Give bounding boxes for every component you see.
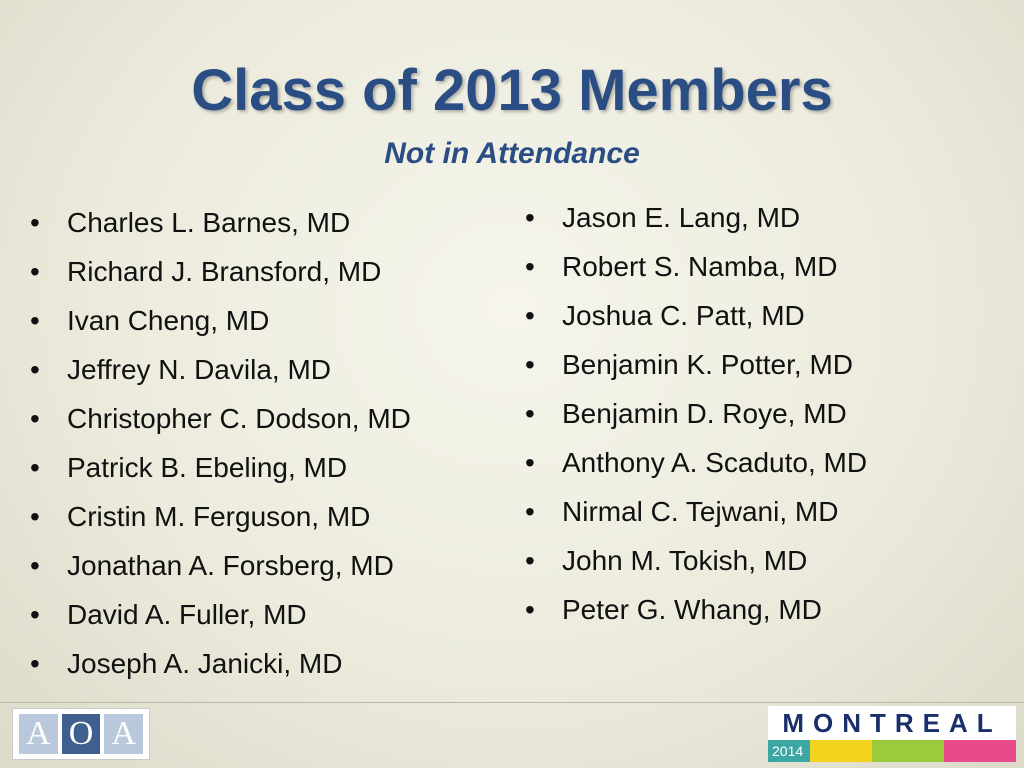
bullet-icon: •: [30, 648, 40, 679]
member-name: Cristin M. Ferguson, MD: [67, 501, 371, 532]
aoa-logo-letter: A: [19, 714, 58, 754]
bullet-icon: •: [30, 501, 40, 532]
member-list-item: [525, 487, 867, 536]
member-list-item: [30, 492, 411, 541]
montreal-logo-year: 2014: [772, 743, 804, 759]
member-list-item: [525, 340, 867, 389]
member-list-item: [30, 345, 411, 394]
member-list-item: [525, 389, 867, 438]
member-name: Joseph A. Janicki, MD: [67, 648, 343, 679]
bullet-icon: •: [30, 403, 40, 434]
bullet-icon: •: [525, 594, 535, 625]
slide-title: Class of 2013 Members: [191, 58, 833, 123]
bullet-icon: •: [525, 300, 535, 331]
member-list-item: [30, 443, 411, 492]
bullet-icon: •: [30, 599, 40, 630]
bullet-icon: •: [30, 305, 40, 336]
member-name: Jason E. Lang, MD: [562, 202, 801, 233]
bullet-icon: •: [30, 452, 40, 483]
bullet-icon: •: [525, 398, 535, 429]
member-list-item: [525, 242, 867, 291]
montreal-2014-logo: [768, 706, 1016, 762]
montreal-color-bar: [944, 740, 1016, 762]
bullet-icon: •: [30, 354, 40, 385]
member-name: Benjamin K. Potter, MD: [562, 349, 854, 380]
member-name: Richard J. Bransford, MD: [67, 256, 382, 287]
bullet-icon: •: [30, 256, 40, 287]
member-name: Charles L. Barnes, MD: [67, 207, 351, 238]
member-list-item: [30, 590, 411, 639]
slide-subtitle: Not in Attendance: [384, 137, 640, 170]
footer-divider: [0, 702, 1024, 703]
member-list-item: [30, 394, 411, 443]
member-name: Patrick B. Ebeling, MD: [67, 452, 348, 483]
bullet-icon: •: [525, 251, 535, 282]
member-list-item: [525, 585, 867, 634]
member-name: Nirmal C. Tejwani, MD: [562, 496, 839, 527]
member-name: Benjamin D. Roye, MD: [562, 398, 847, 429]
member-name: Joshua C. Patt, MD: [562, 300, 805, 331]
member-list-item: [30, 198, 411, 247]
member-name: Christopher C. Dodson, MD: [67, 403, 411, 434]
bullet-icon: •: [525, 202, 535, 233]
member-name: Jeffrey N. Davila, MD: [67, 354, 331, 385]
aoa-logo: [12, 708, 150, 760]
member-list-item: [525, 536, 867, 585]
member-name: Ivan Cheng, MD: [67, 305, 270, 336]
member-list-item: [525, 193, 867, 242]
bullet-icon: •: [525, 496, 535, 527]
bullet-icon: •: [30, 207, 40, 238]
member-list-item: [30, 639, 411, 688]
member-list-item: [525, 291, 867, 340]
bullet-icon: •: [525, 447, 535, 478]
left-member-list: [30, 198, 411, 688]
member-name: Anthony A. Scaduto, MD: [562, 447, 868, 478]
bullet-icon: •: [525, 545, 535, 576]
montreal-logo-word: MONTREAL: [782, 708, 1002, 738]
member-name: David A. Fuller, MD: [67, 599, 307, 630]
member-list-item: [30, 247, 411, 296]
member-name: Peter G. Whang, MD: [562, 594, 822, 625]
aoa-logo-letter: A: [104, 714, 143, 754]
aoa-logo-letter: O: [62, 714, 101, 754]
member-name: John M. Tokish, MD: [562, 545, 808, 576]
bullet-icon: •: [30, 550, 40, 581]
member-list-item: [525, 438, 867, 487]
montreal-color-bar: [810, 740, 872, 762]
member-list-item: [30, 296, 411, 345]
bullet-icon: •: [525, 349, 535, 380]
montreal-color-bar: [872, 740, 944, 762]
member-name: Robert S. Namba, MD: [562, 251, 838, 282]
member-name: Jonathan A. Forsberg, MD: [67, 550, 394, 581]
member-list-item: [30, 541, 411, 590]
right-member-list: [525, 193, 867, 634]
